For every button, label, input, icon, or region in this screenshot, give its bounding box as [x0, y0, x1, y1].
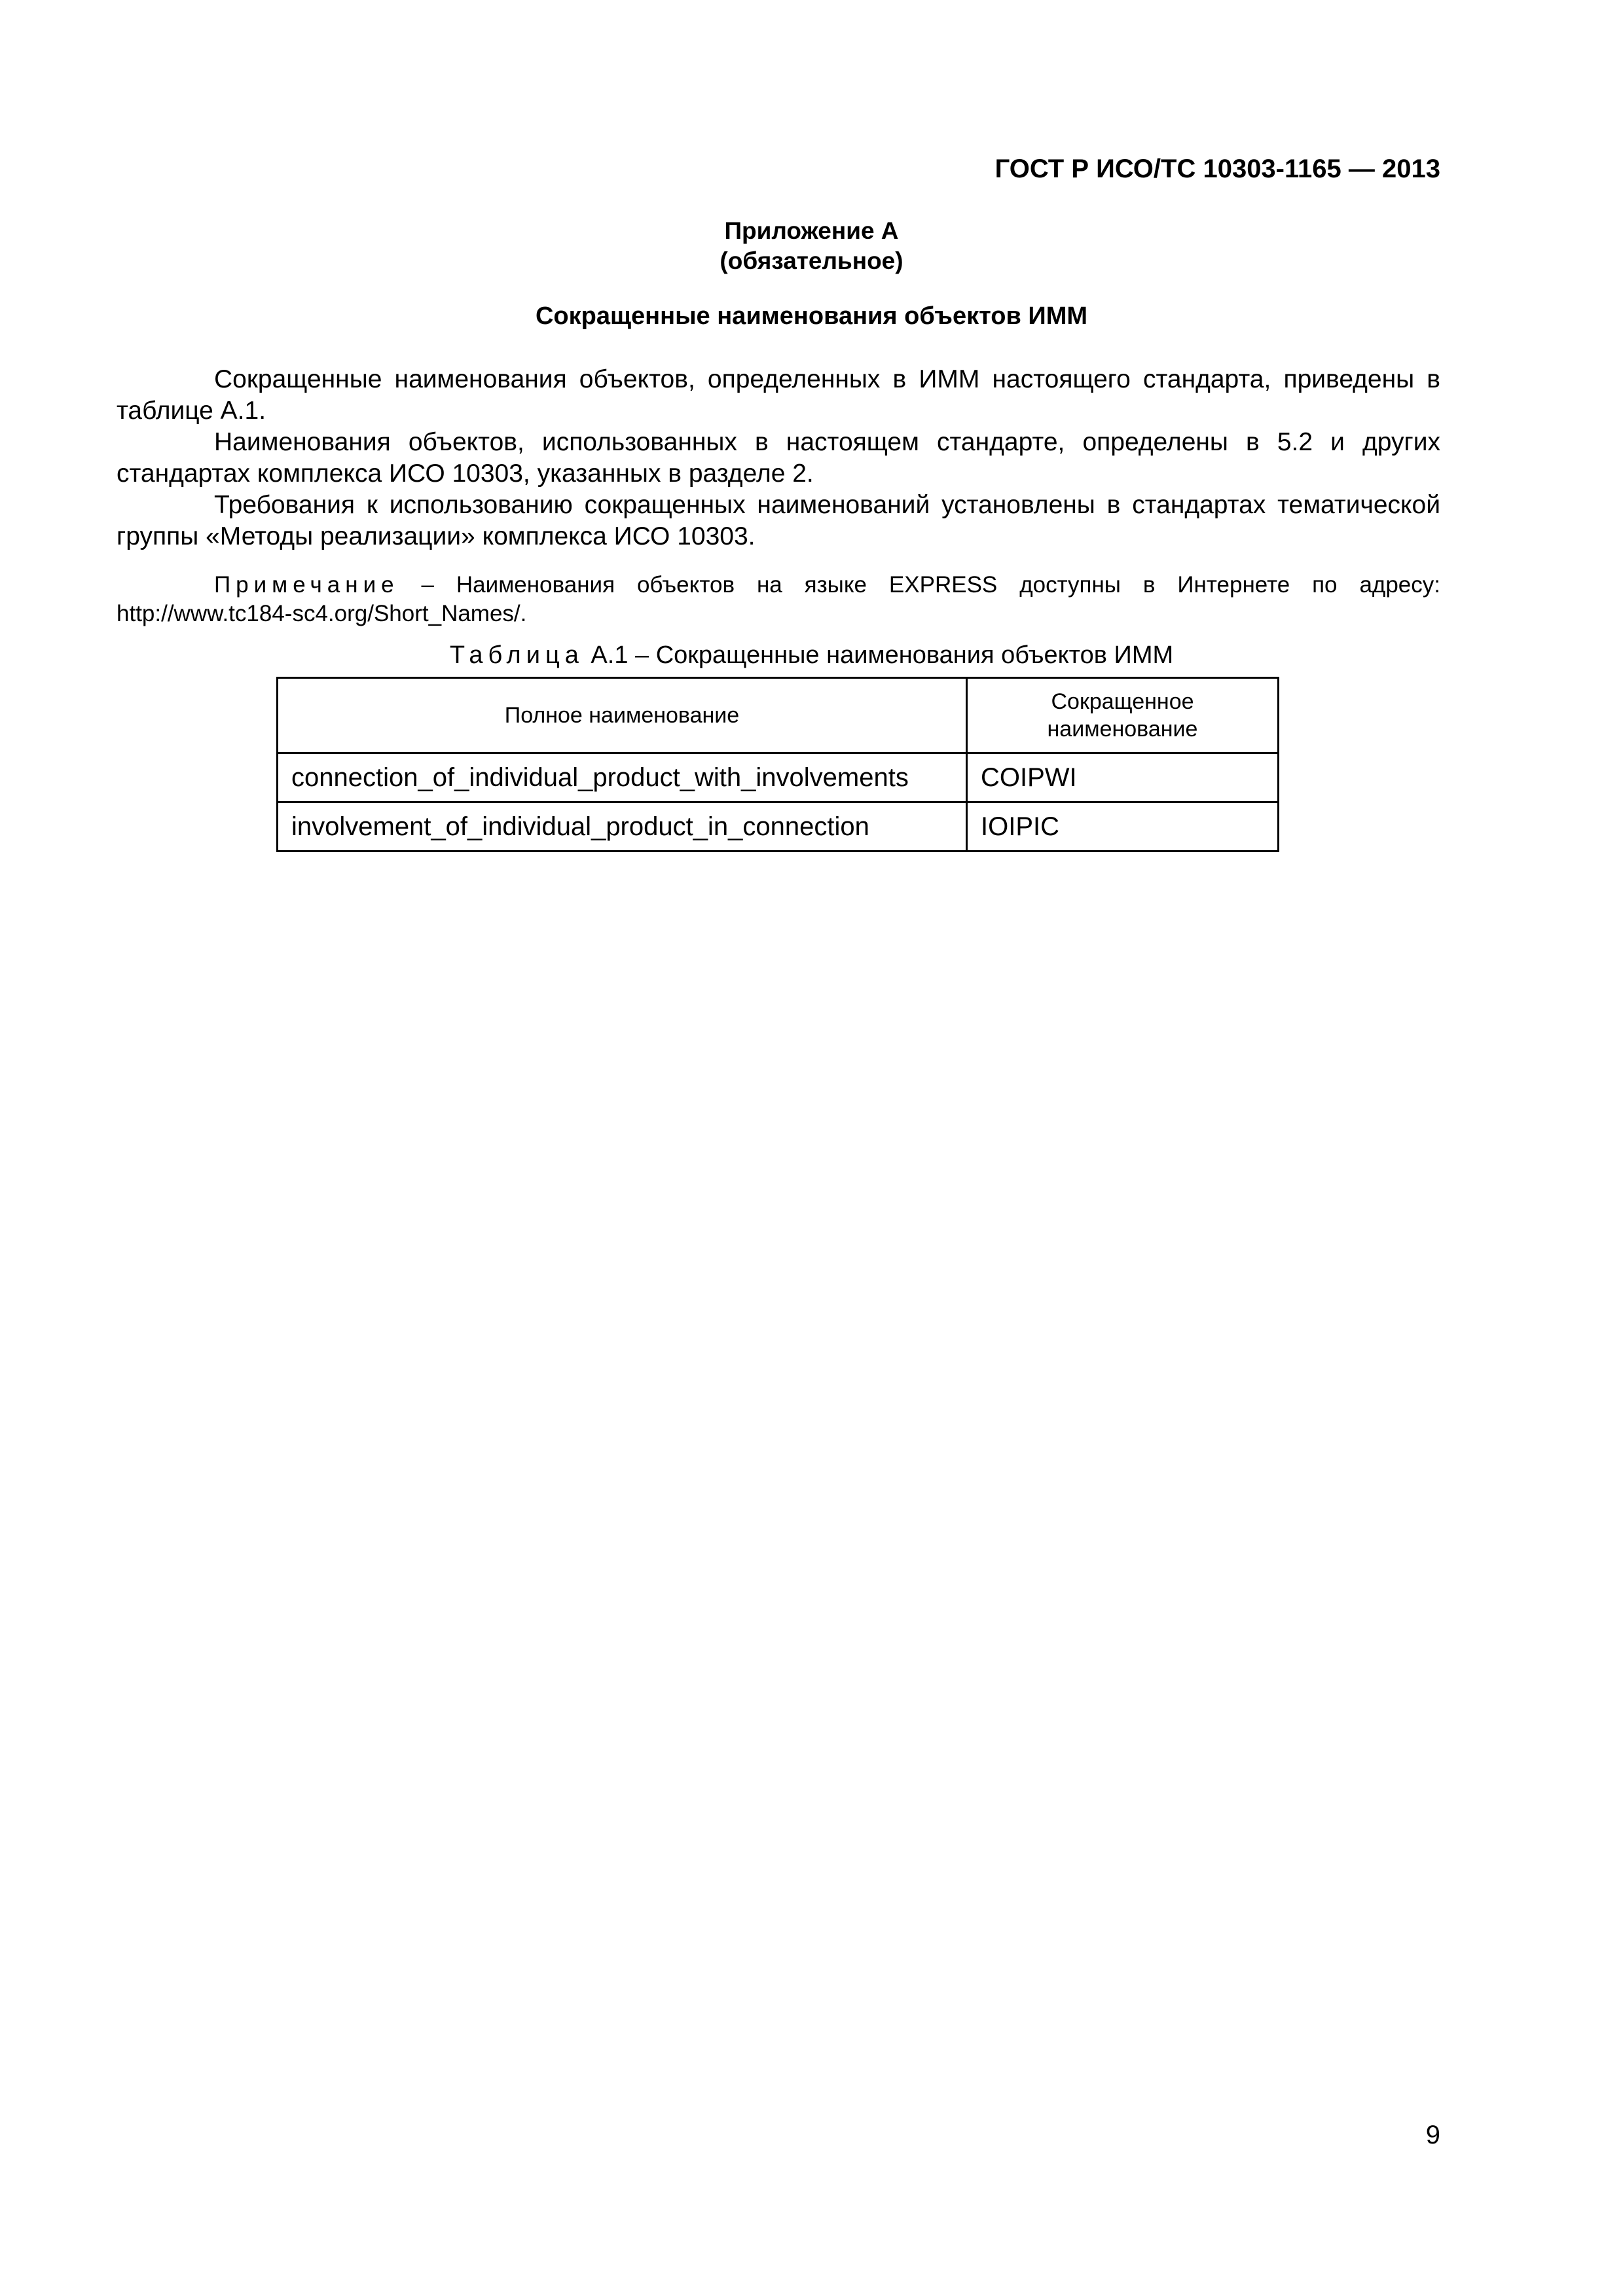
annex-label: Приложение А: [724, 217, 899, 244]
cell-short-name: COIPWI: [967, 753, 1279, 802]
table-caption-word: Таблица: [449, 641, 584, 669]
table-row: [278, 802, 1279, 852]
table-row: [278, 753, 1279, 802]
table-header-row: [278, 678, 1279, 753]
cell-short-name: IOIPIC: [967, 802, 1279, 852]
table-caption: [0, 641, 1623, 670]
note-label: Примечание: [214, 572, 399, 598]
paragraph: Требования к использованию сокращенных наименований установлены в стандартах тематической группы «Методы реализации» комплекса ИСО 10303.: [117, 491, 1440, 550]
paragraph: Сокращенные наименования объектов, определенных в ИММ настоящего стандарта, приведены в таблице А.1.: [117, 365, 1440, 425]
cell-full-name: connection_of_individual_product_with_involvements: [278, 753, 967, 802]
cell-full-name: involvement_of_individual_product_in_connection: [278, 802, 967, 852]
body-text: [117, 364, 1440, 552]
short-names-table: [276, 677, 1279, 852]
paragraph: Наименования объектов, использованных в настоящем стандарте, определены в 5.2 и других стандартах комплекса ИСО 10303, указанных в разделе 2.: [117, 428, 1440, 488]
note-text: – Наименования объектов на языке EXPRESS доступны в Интернете по адресу: http://www.tc184-sc4.org/Short_Names/.: [117, 572, 1440, 626]
page-number: 9: [1425, 2121, 1440, 2149]
header-short-name: Сокращенное наименование: [967, 678, 1279, 753]
note: [117, 571, 1440, 628]
document-code: ГОСТ Р ИСО/ТС 10303-1165 — 2013: [994, 154, 1440, 183]
header-full-name: Полное наименование: [278, 678, 967, 753]
annex-status: (обязательное): [720, 247, 903, 274]
annex-heading: [0, 216, 1623, 276]
annex-title: Сокращенные наименования объектов ИММ: [535, 302, 1088, 330]
table-caption-text: А.1 – Сокращенные наименования объектов ИММ: [583, 641, 1174, 669]
